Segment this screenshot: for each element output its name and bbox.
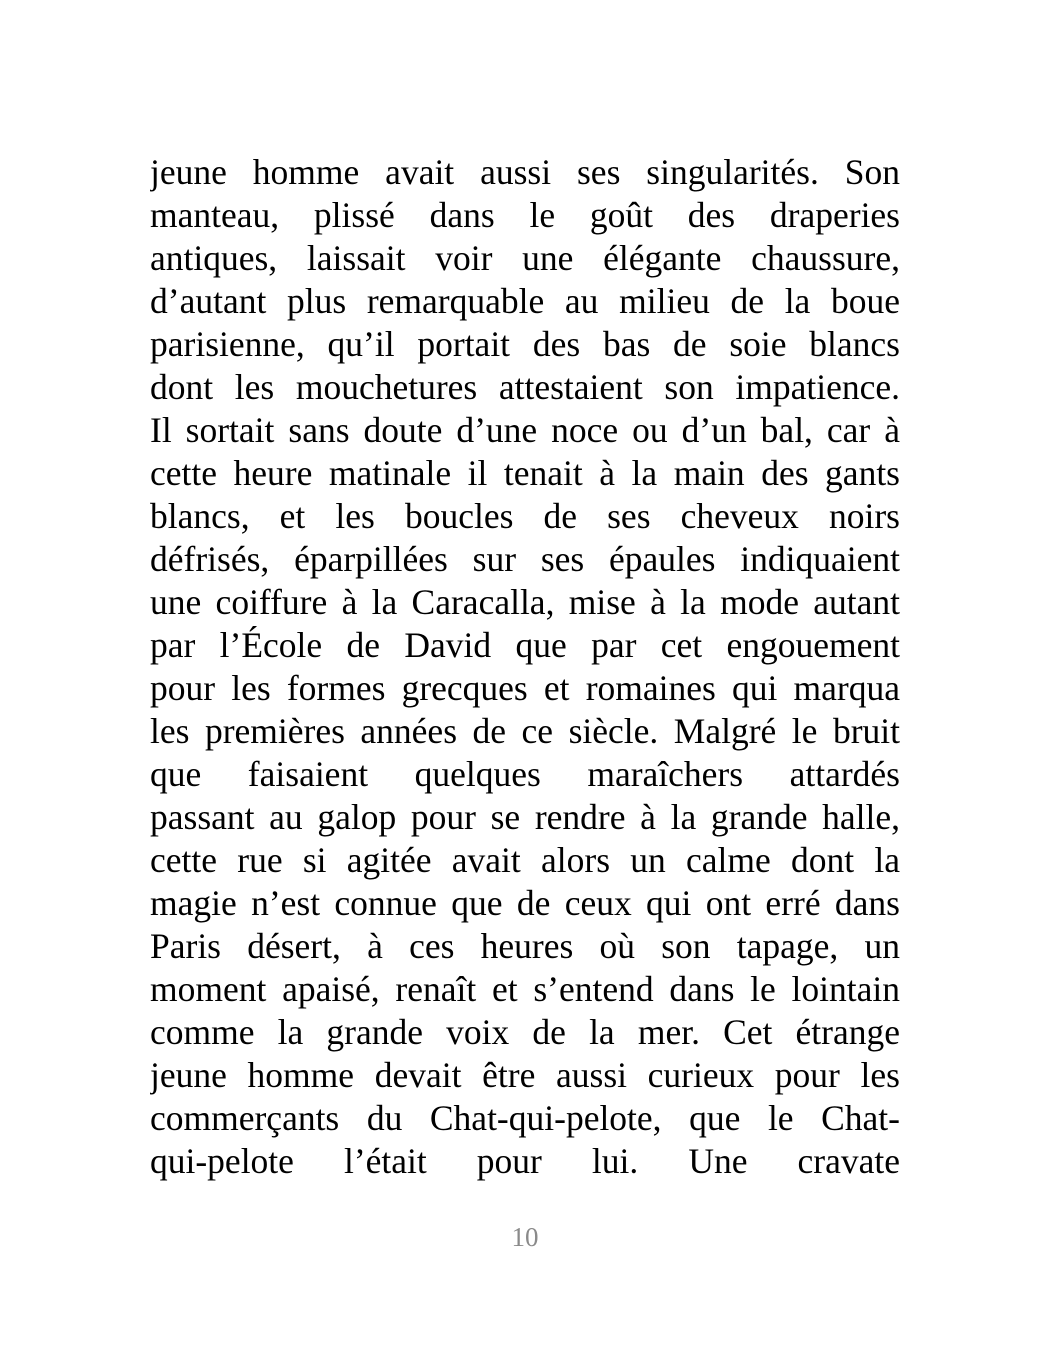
- text-line: antiques, laissait voir une élégante chaussure,: [150, 238, 900, 278]
- text-line: que faisaient quelques maraîchers attardés: [150, 754, 900, 794]
- text-line: commerçants du Chat-qui-pelote, que le Chat-: [150, 1098, 900, 1138]
- text-line: magie n’est connue que de ceux qui ont erré dans: [150, 883, 900, 923]
- text-line: manteau, plissé dans le goût des draperies: [150, 195, 900, 235]
- text-line: Paris désert, à ces heures où son tapage, un: [150, 926, 900, 966]
- text-line: passant au galop pour se rendre à la grande halle,: [150, 797, 900, 837]
- text-line: défrisés, éparpillées sur ses épaules indiquaient: [150, 539, 900, 579]
- text-line: d’autant plus remarquable au milieu de la boue: [150, 281, 900, 321]
- text-line: par l’École de David que par cet engouement: [150, 625, 900, 665]
- text-line: blancs, et les boucles de ses cheveux noirs: [150, 496, 900, 536]
- text-line: comme la grande voix de la mer. Cet étrange: [150, 1012, 900, 1052]
- text-line: une coiffure à la Caracalla, mise à la mode autant: [150, 582, 900, 622]
- text-line: pour les formes grecques et romaines qui marqua: [150, 668, 900, 708]
- text-line: cette heure matinale il tenait à la main des gants: [150, 453, 900, 493]
- text-line: moment apaisé, renaît et s’entend dans le lointain: [150, 969, 900, 1009]
- text-line: parisienne, qu’il portait des bas de soie blancs: [150, 324, 900, 364]
- text-line: les premières années de ce siècle. Malgré le bruit: [150, 711, 900, 751]
- text-line: jeune homme avait aussi ses singularités. Son: [150, 152, 900, 192]
- text-line: jeune homme devait être aussi curieux pour les: [150, 1055, 900, 1095]
- text-line: qui-pelote l’était pour lui. Une cravate: [150, 1141, 900, 1181]
- body-text: [150, 151, 900, 1183]
- text-line: dont les mouchetures attestaient son impatience.: [150, 367, 900, 407]
- text-line: cette rue si agitée avait alors un calme dont la: [150, 840, 900, 880]
- page-number: 10: [511, 1222, 539, 1252]
- text-line: Il sortait sans doute d’une noce ou d’un bal, car à: [150, 410, 900, 450]
